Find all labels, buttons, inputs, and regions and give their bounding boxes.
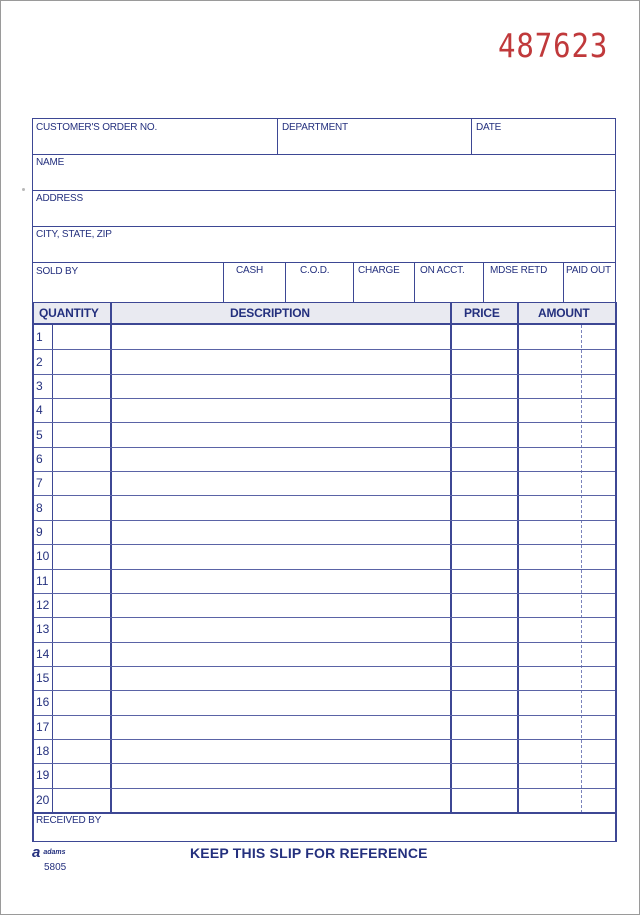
table-row-line [34,520,615,521]
row-number: 8 [36,501,43,515]
customer-order-no-label: CUSTOMER'S ORDER NO. [36,122,158,133]
row-number: 10 [36,549,50,563]
row-number: 3 [36,379,43,393]
row-number: 13 [36,622,50,636]
paid-out-option: PAID OUT [566,265,611,276]
department-label: DEPARTMENT [282,122,348,133]
city-state-zip-label: CITY, STATE, ZIP [36,229,112,240]
sold-by-label: SOLD BY [36,266,78,277]
table-row-line [34,690,615,691]
table-row-line [34,763,615,764]
footer-note: KEEP THIS SLIP FOR REFERENCE [190,845,428,861]
table-row-line [34,788,615,789]
table-row-line [34,398,615,399]
address-label: ADDRESS [36,193,83,204]
table-row-line [34,617,615,618]
row-number: 20 [36,793,50,807]
row-number: 16 [36,695,50,709]
row-number: 1 [36,330,43,344]
row-number: 14 [36,647,50,661]
brand-logo [32,845,66,860]
row-number: 2 [36,355,43,369]
row-number: 17 [36,720,50,734]
amount-header: AMOUNT [538,306,590,320]
name-label: NAME [36,157,65,168]
row-number: 11 [36,574,49,588]
table-row-line [34,739,615,740]
table-header-band [33,303,615,323]
cod-option: C.O.D. [300,265,330,276]
table-row-line [34,715,615,716]
row-number: 7 [36,476,43,490]
received-by-label: RECEIVED BY [36,815,102,826]
table-row-line [34,544,615,545]
date-label: DATE [476,122,502,133]
row-number: 19 [36,768,50,782]
table-row-line [34,447,615,448]
quantity-header: QUANTITY [39,306,99,320]
form-number: 5805 [44,862,67,873]
table-row-line [34,593,615,594]
table-row-line [34,569,615,570]
hole-punch-mark [22,188,25,191]
row-number: 4 [36,403,43,417]
row-number: 18 [36,744,50,758]
brand-name: adams [43,849,66,856]
description-header: DESCRIPTION [230,306,310,320]
price-header: PRICE [464,306,500,320]
on-acct-option: ON ACCT. [420,265,465,276]
serial-number: 487623 [498,26,609,65]
mdse-retd-option: MDSE RETD [490,265,548,276]
table-row-line [34,349,615,350]
cash-option: CASH [236,265,263,276]
table-row-line [34,422,615,423]
table-row-line [34,642,615,643]
row-number: 5 [36,428,43,442]
row-number: 12 [36,598,50,612]
table-row-line [34,666,615,667]
charge-option: CHARGE [358,265,400,276]
table-row-line [34,495,615,496]
row-number: 15 [36,671,50,685]
row-number: 6 [36,452,43,466]
table-row-line [34,471,615,472]
table-row-line [34,374,615,375]
brand-mark: a [32,844,41,861]
row-number: 9 [36,525,43,539]
